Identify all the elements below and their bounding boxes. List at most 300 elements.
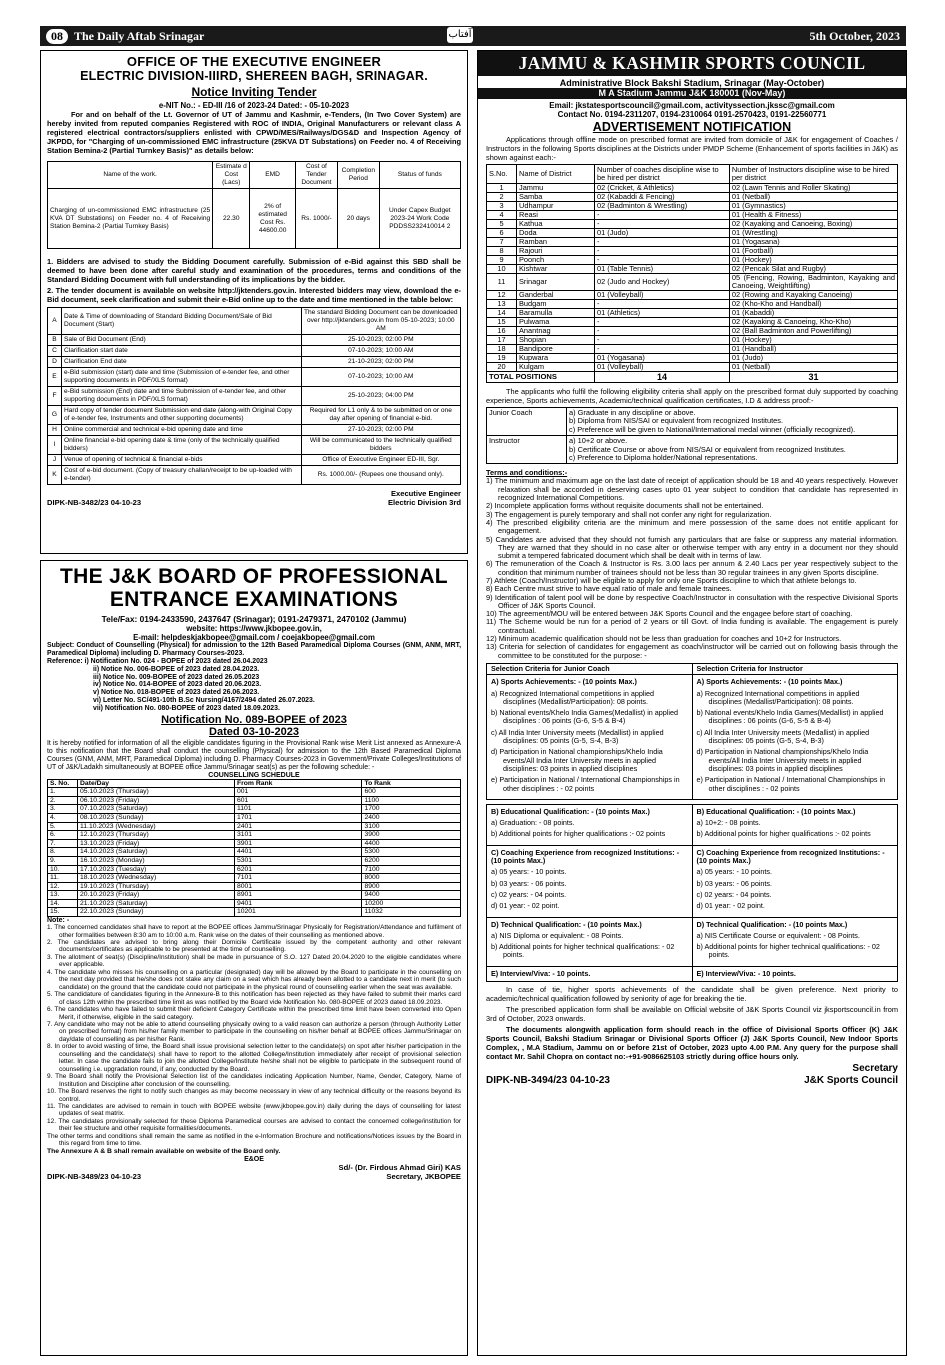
criteria-line: b) Additional points for higher technical qualifications: - 02 points.: [696, 942, 880, 960]
bopee-intro: It is hereby notified for information of all the eligible candidates figuring in the Provisional Rank wise Merit List annexed as Annexure-A to this notification that the Board shall conduct the counselling (Physical) for admission to the 12th Based Paramedical Diploma Courses (GNM, ANM, MRT, Paramedical Diploma) including D. Pharmacy Courses-2023 in Government/Private Colleges/Institutions of UT of J&K/Ladakh simultaneously at BOPEE office Jammu/Srinagar seat(s) as per the following schedule: -: [47, 739, 461, 771]
district-cell: 01 (Health & Fitness): [729, 211, 897, 220]
schedule-cell: D: [48, 357, 62, 368]
criteria-line: b) National events/Khelo India Games(Medallist) in applied disciplines : 06 points (G-6, S-5 & B-4): [696, 708, 884, 726]
district-cell: Kupwara: [517, 354, 595, 363]
criteria-line: e) Participation in National / International Championships in other disciplines : - 02 points: [491, 775, 680, 793]
sched-row: [48, 848, 461, 857]
district-cell: 01 (Hockey): [729, 256, 897, 265]
term-item: 6) The remuneration of the Coach & Instructor is Rs. 3.00 lacs per annum & 2.40 Lacs per year respectively subject to the condition that minimum number of trainees should not be less than 30 regular trainees in any given Sports discipline.: [486, 559, 898, 577]
sched-cell: 2401: [234, 822, 362, 831]
district-cell: Srinagar: [517, 274, 595, 291]
bopee-annex: The Annexure A & B shall remain available on website of the Board only.: [47, 1147, 281, 1155]
schedule-cell: K: [48, 466, 62, 485]
schedule-cell: Online commercial and technical e-bid opening date and time: [62, 425, 302, 436]
sched-head-cell: S. No.: [48, 779, 78, 788]
note-item: 3. The allotment of seat(s) (Discipline/Institution) shall be made in pursuance of S.O. 127 Dated 20.04.2020 to the eligible candidates where ever applicable.: [47, 953, 461, 969]
district-row: [487, 345, 898, 354]
criteria-line: c) 02 years: - 04 points.: [696, 889, 772, 899]
notice1-title1: OFFICE OF THE EXECUTIVE ENGINEER: [126, 54, 382, 69]
district-cell: Pulwama: [517, 318, 595, 327]
elig-line: b) Certificate Course or above from NIS/SAI or equivalent from recognized Institutes.: [569, 444, 846, 454]
schedule-cell: Office of Executive Engineer ED-III, Sgr.: [301, 455, 460, 466]
bopee-subject: Subject: Conduct of Counselling (Physical) for admission to the 12th Based Paramedical Diploma Courses (GNM, ANM, MRT, Paramedical Diploma) including D. Pharmacy Courses-2023.: [47, 642, 461, 657]
district-cell: 01 (Football): [729, 247, 897, 256]
counselling-table: [47, 779, 461, 918]
sched-cell: 8901: [234, 891, 362, 900]
sched-cell: 13.: [48, 891, 78, 900]
work-th: EMD: [250, 162, 296, 189]
schedule-row: [48, 466, 461, 485]
reference-item: v) Notice No. 018-BOPEE of 2023 dated 26.06.2023.: [93, 689, 260, 697]
district-cell: -: [595, 300, 730, 309]
schedule-row: [48, 335, 461, 346]
district-cell: 01 (Yogasana): [729, 238, 897, 247]
note-item: 8. In order to avoid wasting of time, the Board shall issue provisional selection letter to the candidate(s) on spot after his/her participation in the counselling and the candidate(s) shall have to report to the allotted College/Institution immediately after receipt of provisional selection letter. In case the candidate fails to join the allotted College/Institute he/she shall not be eligible to participate in the subsequent round of counselling i.e. upgradation round, if any, conducted by the Board.: [47, 1043, 461, 1073]
critB-title-coach: B) Educational Qualification: - (10 points Max.): [491, 806, 650, 816]
sched-cell: 6200: [362, 856, 461, 865]
schedule-cell: 07-10-2023; 10:00 AM: [301, 368, 460, 387]
district-cell: Anantnag: [517, 327, 595, 336]
criteria-line: a) 05 years: - 10 points.: [491, 867, 567, 877]
district-cell: Poonch: [517, 256, 595, 265]
district-cell: Doda: [517, 229, 595, 238]
sports-sig2: J&K Sports Council: [804, 1074, 898, 1086]
sched-cell: 10201: [234, 908, 362, 917]
district-cell: Ganderbal: [517, 291, 595, 300]
district-cell: Kulgam: [517, 363, 595, 372]
schedule-cell: J: [48, 455, 62, 466]
sched-cell: 3101: [234, 831, 362, 840]
criteria-line: a) Recognized International competitions in applied disciplines (Medallist/Participation): 08 points.: [696, 688, 860, 706]
bopee-tel: Tele/Fax: 0194-2433590, 2437647 (Srinagar); 0191-2479371, 2470102 (Jammu): [101, 614, 407, 624]
sched-cell: 7100: [362, 865, 461, 874]
district-cell: 02 (Kho-Kho and Handball): [729, 300, 897, 309]
criteria-line: a) Recognized International competitions in applied disciplines (Medallist/Participation): 08 points.: [491, 688, 655, 706]
schedule-cell: I: [48, 436, 62, 455]
district-row: [487, 247, 898, 256]
schedule-cell: Venue of opening of technical & financial e-bids: [62, 455, 302, 466]
district-row: [487, 256, 898, 265]
criteria-line: a) NIS Certificate Course or equivalent: - 08 Points.: [696, 930, 860, 940]
district-cell: 2: [487, 193, 517, 202]
schedule-cell: 27-10-2023; 02:00 PM: [301, 425, 460, 436]
schedule-cell: 25-10-2023; 02:00 PM: [301, 335, 460, 346]
sched-cell: 3.: [48, 805, 78, 814]
sched-row: [48, 908, 461, 917]
district-row: [487, 363, 898, 372]
district-cell: -: [595, 220, 730, 229]
district-cell: Kishtwar: [517, 265, 595, 274]
dist-head-cell: Number of coaches discipline wise to be hired per district: [595, 165, 730, 184]
district-cell: 01 (Netball): [729, 193, 897, 202]
schedule-row: [48, 308, 461, 335]
sched-cell: 8900: [362, 882, 461, 891]
criteria-line: c) 02 years: - 04 points.: [491, 889, 567, 899]
elig-role: Junior Coach: [487, 408, 567, 436]
sched-cell: 15.: [48, 908, 78, 917]
note-item: 12. The candidates provisionally selected for these Diploma Paramedical courses are advised to contact the concerned college/institution for their fee structure and other requisite formalities/documents.: [47, 1117, 461, 1133]
elig-row: [487, 436, 898, 464]
sched-cell: 1701: [234, 813, 362, 822]
sched-cell: 7.: [48, 839, 78, 848]
term-item: 5) Candidates are advised that they should not furnish any particulars that are false or suppress any material information. They are warned that they should in no case alter or otherwise temper with any entry in a document nor they should submit a tempered fabricated document which shall be dealt with in terms of law.: [486, 534, 898, 561]
criteria-line: d) Participation in National championships/Khelo India events/All India Inter University meets in applied disciplines: 03 points in applied disciplines: [696, 747, 869, 773]
elig-line: a) 10+2 or above.: [569, 436, 628, 446]
district-row: [487, 202, 898, 211]
term-item: 2) Incomplete application forms without requisite documents shall not be entertained.: [486, 501, 764, 511]
sched-cell: 601: [234, 796, 362, 805]
note-item: 7. Any candidate who may not be able to attend counselling physically owing to a valid reason can authorize a person (through Authority Letter on prescribed format) from his/her family member to participate in the counselling on his/her behalf at BOPEE offices Jammu/Srinagar on day/date of counselling as per his/her Rank.: [47, 1020, 461, 1043]
schedule-cell: 07-10-2023; 10:00 AM: [301, 346, 460, 357]
critC-title-inst: C) Coaching Experience from recognized Institutions: - (10 points Max.): [696, 847, 885, 866]
schedule-cell: F: [48, 387, 62, 406]
criteria-table-a: [486, 663, 898, 800]
sched-cell: 001: [234, 788, 362, 797]
sched-row: [48, 839, 461, 848]
sched-cell: 10200: [362, 899, 461, 908]
critD-title-coach: D) Technical Qualification: - (10 points Max.): [491, 919, 642, 929]
schedule-cell: Date & Time of downloading of Standard Bidding Document/Sale of Bid Document (Start): [62, 308, 302, 335]
sched-cell: 8.: [48, 848, 78, 857]
district-cell: Kathua: [517, 220, 595, 229]
sched-cell: 5301: [234, 856, 362, 865]
term-item: 10) The agreement/MOU will be entered between J&K Sports Council and the engagee before start of coaching.: [486, 609, 853, 619]
schedule-cell: B: [48, 335, 62, 346]
note-item: 6. The candidates who have failed to submit their deficient Category Certificate within the prescribed time limit have been converted into Open Merit, if otherwise, eligible in the said category.: [47, 1006, 461, 1021]
schedule-row: [48, 425, 461, 436]
sports-form: The prescribed application form shall be available on Official website of J&K Sports Council viz jksportscouncil.in from 3rd of October, 2023 onwards.: [486, 1004, 898, 1023]
critE-coach: E) Interview/Viva: - 10 points.: [487, 966, 693, 981]
district-cell: 01 (Judo): [729, 354, 897, 363]
total-instructors: 31: [729, 372, 897, 383]
schedule-cell: Clarification start date: [62, 346, 302, 357]
district-cell: 17: [487, 336, 517, 345]
sched-cell: 07.10.2023 (Saturday): [78, 805, 235, 814]
district-cell: 01 (Handball): [729, 345, 897, 354]
reference-item: Reference: i) Notification No. 024 - BOPEE of 2023 dated 26.04.2023: [47, 658, 268, 665]
criteria-line: a) 10+2: - 08 points.: [696, 818, 761, 828]
district-cell: Udhampur: [517, 202, 595, 211]
bid-schedule-table: [47, 307, 461, 485]
district-cell: 05 (Fencing, Rowing, Badminton, Kayaking and Canoeing, Weightlifting): [729, 274, 897, 291]
issue-date: 5th October, 2023: [809, 28, 900, 43]
sched-row: [48, 891, 461, 900]
work-td: Rs. 1000/-: [295, 189, 337, 249]
district-cell: -: [595, 318, 730, 327]
sched-head-cell: Date/Day: [78, 779, 235, 788]
sched-row: [48, 856, 461, 865]
district-cell: -: [595, 211, 730, 220]
sched-cell: 14.10.2023 (Saturday): [78, 848, 235, 857]
bopee-note: Note: -: [47, 917, 70, 925]
district-cell: 01 (Netball): [729, 363, 897, 372]
schedule-cell: Will be communicated to the technically qualified bidders: [301, 436, 460, 455]
sched-cell: 2.: [48, 796, 78, 805]
sched-cell: 1.: [48, 788, 78, 797]
schedule-row: [48, 357, 461, 368]
district-row: [487, 274, 898, 291]
district-cell: Budgam: [517, 300, 595, 309]
term-item: 12) Minimum academic qualification should not be less than graduation for coaches and 10+2 for Instructors.: [486, 634, 842, 644]
district-row: [487, 184, 898, 193]
sports-elig-intro: The applicants who fulfil the following eligibility criteria shall apply on the prescribed format duly supported by coaching experience, Sports achievements, Academic/technical qualification certificates, I.D & address proof:-: [486, 387, 898, 405]
sched-head-cell: From Rank: [234, 779, 362, 788]
notice1-subtitle: Notice Inviting Tender: [191, 85, 317, 99]
district-cell: 01 (Volleyball): [595, 291, 730, 300]
sched-cell: 600: [362, 788, 461, 797]
sched-cell: 2400: [362, 813, 461, 822]
criteria-line: c) All India Inter University meets (Medallist) in applied disciplines: 05 points (G-5, S-4, B-3): [491, 727, 664, 746]
district-cell: 20: [487, 363, 517, 372]
schedule-row: [48, 406, 461, 425]
sched-cell: 10.: [48, 865, 78, 874]
reference-item: ii) Notice No. 006-BOPEE of 2023 dated 28.04.2023.: [93, 665, 260, 673]
elig-line: b) Diploma from NIS/SAI or equivalent from recognized Institutes.: [569, 416, 784, 426]
notice1-sig2: Electric Division 3rd: [387, 498, 461, 507]
elig-criteria: [567, 408, 898, 436]
sched-row: [48, 831, 461, 840]
elig-line: c) Preference to Diploma holder/National representations.: [569, 453, 758, 463]
district-row: [487, 220, 898, 229]
term-item: 8) Each Centre must strive to have equal ratio of male and female trainees.: [486, 584, 732, 594]
district-cell: Ramban: [517, 238, 595, 247]
district-cell: 01 (Athletics): [595, 309, 730, 318]
terms-list: [486, 477, 898, 660]
bopee-sig1: Sd/- (Dr. Firdous Ahmad Giri) KAS: [338, 1162, 461, 1172]
schedule-row: [48, 436, 461, 455]
district-cell: 02 (Pencak Silat and Rugby): [729, 265, 897, 274]
note-item: 10. The Board reserves the right to notify such changes as may become necessary in view of any technical difficulty or the reasons beyond its control.: [47, 1088, 461, 1103]
district-table: [486, 164, 898, 383]
reference-item: vii) Notification No. 080-BOPEE of 2023 dated 18.09.2023.: [93, 704, 280, 712]
counselling-title: COUNSELLING SCHEDULE: [208, 771, 300, 779]
sports-tie: In case of tie, higher sports achievements of the candidate shall be given preference. Next priority to academic/technical qualification followed by seniority of age for breaking the tie.: [486, 984, 898, 1003]
sched-head-row: [48, 779, 461, 788]
notice1-point2: 2. The tender document is available on website http://jktenders.gov.in. Interested bidders may view, download the e-Bid document, seek clarification and submit their e-Bid online up to the date and time mentioned in the table below:: [47, 286, 461, 304]
district-row: [487, 327, 898, 336]
sports-intro: Applications through offline mode on prescribed format are invited from domicile of J&K for engagement of Coaches / Instructors in the following Sports disciplines at the Districts under PMDP Scheme (Enhancement of sports facilities in J&K) as shown against each:-: [486, 135, 898, 162]
schedule-cell: C: [48, 346, 62, 357]
schedule-cell: The standard Bidding Document can be downloaded over http://jktenders.gov.in from 05-10-2023; 10:00 AM: [301, 308, 460, 335]
district-row: [487, 238, 898, 247]
notice1-intro: For and on behalf of the Lt. Governor of UT of Jammu and Kashmir, e-Tenders, (In Two Cover System) are hereby invited from reputed companies Registered with ROC of INDIA, Original Manufacturers or relevant class A registered electrical contractors/suppliers enlisted with CPWD/MES/Railways/DGS&D and Inspection Agency of JKPDD, for "Charging of un-commissioned EMC infrastructure (25KVA DT Substations) on Feeder no. 4 of Receiving Station Bemina-2 (Partial Turnkey Basis)" as details below:: [47, 110, 461, 155]
sched-cell: 11032: [362, 908, 461, 917]
sched-cell: 3900: [362, 831, 461, 840]
term-item: 9) Identification of talent pool will be done by respective Coach/Instructor in consultation with the respective Divisional Sports Officer of J&K Sports Council.: [486, 592, 898, 610]
criteria-line: a) Graduation: - 08 points.: [491, 818, 575, 828]
work-th: Cost of Tender Document: [295, 162, 337, 189]
schedule-cell: e-Bid submission (start) date and time (Submission of e-tender fee, and other supporting documents in PDF/XLS format): [62, 368, 302, 387]
sched-cell: 14.: [48, 899, 78, 908]
district-cell: Reasi: [517, 211, 595, 220]
sched-cell: 9401: [234, 899, 362, 908]
bopee-notice: [40, 560, 468, 1356]
notice1-point1: 1. Bidders are advised to study the Bidding Document carefully. Submission of e-Bid against this SBD shall be deemed to have been done after careful study and examination of the procedures, terms and conditions of the Standard Bidding Document with full understanding of its implications by the bidder.: [47, 257, 461, 284]
district-cell: -: [595, 256, 730, 265]
criteria-line: d) Participation in National championships/Khelo India events/All India Inter University meets in applied disciplines: 03 points in applied disciplines: [491, 747, 663, 773]
sports-sig1: Secretary: [852, 1062, 898, 1074]
district-cell: 16: [487, 327, 517, 336]
district-cell: 15: [487, 318, 517, 327]
district-cell: 02 (Judo and Hockey): [595, 274, 730, 291]
district-cell: 01 (Wrestling): [729, 229, 897, 238]
note-item: 9. The Board shall notify the Provisional Selection list of the candidates indicating Application Number, Name, Gender, Category, Name of Institution and Discipline after conclusion of the counselling.: [47, 1073, 461, 1088]
critB-title-inst: B) Educational Qualification: - (10 points Max.): [696, 806, 856, 816]
note-item: 11. The candidates are advised to remain in touch with BOPEE website (www.jkbopee.gov.in) daily during the days of counselling for latest updates of seat matrix.: [47, 1102, 461, 1118]
sched-cell: 4400: [362, 839, 461, 848]
work-table: [47, 161, 461, 249]
district-cell: -: [595, 238, 730, 247]
elig-row: [487, 408, 898, 436]
sched-row: [48, 822, 461, 831]
notice2-title2: ENTRANCE EXAMINATIONS: [109, 588, 399, 611]
sched-cell: 5.: [48, 822, 78, 831]
criteria-line: c) All India Inter University meets (Medallist) in applied disciplines: 05 points (G-5, S-4, B-3): [696, 727, 870, 746]
dist-head-cell: Number of Instructors discipline wise to be hired per district: [729, 165, 897, 184]
term-item: 11) The Scheme would be run for a period of 2 years or till Govt. of India funding is available. The engagement is purely contractual.: [486, 617, 898, 635]
criteria-line: d) 01 year: - 02 point.: [491, 901, 560, 911]
work-td: 22.30: [213, 189, 250, 249]
sched-cell: 06.10.2023 (Friday): [78, 796, 235, 805]
schedule-cell: Online financial e-bid opening date & time (only of the technically qualified bidders): [62, 436, 302, 455]
district-cell: 01 (Volleyball): [595, 363, 730, 372]
work-td: 2% of estimated Cost Rs. 44600.00: [250, 189, 296, 249]
sched-cell: 16.10.2023 (Monday): [78, 856, 235, 865]
sports-adtitle: ADVERTISEMENT NOTIFICATION: [592, 120, 792, 134]
district-cell: 12: [487, 291, 517, 300]
sched-cell: 4401: [234, 848, 362, 857]
critE-inst: E) Interview/Viva: - 10 points.: [692, 966, 898, 981]
sched-cell: 08.10.2023 (Sunday): [78, 813, 235, 822]
sched-row: [48, 805, 461, 814]
sports-email: Email: jkstatesportscouncil@gmail.com, activityssection.jkssc@gmail.com: [549, 101, 835, 110]
note-item: 4. The candidate who misses his counselling on a particular (designated) day will be allowed by the Board to participate in the counselling on the next day provided that he/she does not stake any claim on a seat which has already been allotted to a candidate next in merit (to such candidate) on the ground that the candidate could not participate in the physical round of counselling earlier when the seat was available.: [47, 968, 461, 991]
sched-cell: 19.10.2023 (Thursday): [78, 882, 235, 891]
schedule-cell: 25-10-2023; 04:00 PM: [301, 387, 460, 406]
total-row: [487, 372, 898, 383]
district-cell: 02 (Lawn Tennis and Roller Skating): [729, 184, 897, 193]
sched-cell: 9.: [48, 856, 78, 865]
critA-title-coach: A) Sports Achievements: - (10 points Max.): [491, 677, 637, 687]
critC-title-coach: C) Coaching Experience from recognized Institutions: - (10 points Max.): [491, 847, 680, 866]
district-cell: 6: [487, 229, 517, 238]
district-cell: 02 (Kayaking and Canoeing, Boxing): [729, 220, 897, 229]
district-row: [487, 354, 898, 363]
elig-criteria: [567, 436, 898, 464]
note-item: 5. The candidature of candidates figuring in the Annexure-B to this notification has been rejected as they have failed to submit their marks card of class 12th within the prescribed time limit as was notified by the Board vide Notification No. 080-BOPEE of 2023 dated 18.09.2023.: [47, 991, 461, 1006]
schedule-cell: Sale of Bid Document (End): [62, 335, 302, 346]
notice2-title1: THE J&K BOARD OF PROFESSIONAL: [60, 565, 448, 588]
district-cell: 18: [487, 345, 517, 354]
schedule-row: [48, 368, 461, 387]
criteria-table-b: [486, 804, 898, 982]
term-item: 3) The engagement is purely temporary and shall not confer any right for regularization.: [486, 509, 772, 519]
district-cell: 19: [487, 354, 517, 363]
district-cell: 01 (Kabaddi): [729, 309, 897, 318]
schedule-cell: Required for L1 only & to be submitted on or one day after opening of financial e-bid.: [301, 406, 460, 425]
district-cell: -: [595, 247, 730, 256]
sched-cell: 05.10.2023 (Thursday): [78, 788, 235, 797]
criteria-line: b) Additional points for higher qualifications :- 02 points: [696, 829, 871, 839]
district-cell: 02 (Kayaking & Canoeing, Kho-Kho): [729, 318, 897, 327]
sched-cell: 21.10.2023 (Saturday): [78, 899, 235, 908]
district-cell: Shopian: [517, 336, 595, 345]
page-number: 08: [46, 29, 68, 44]
district-cell: 7: [487, 238, 517, 247]
district-cell: 01 (Yogasana): [595, 354, 730, 363]
criteria-line: b) National events/Khelo India Games(Medallist) in applied disciplines : 06 points (G-6, S-5 & B-4): [491, 708, 678, 726]
bopee-notes: [47, 924, 461, 1148]
district-cell: 8: [487, 247, 517, 256]
district-cell: 02 (Ball Badminton and Powerlifting): [729, 327, 897, 336]
criteria-line: b) Additional points for higher qualifications :- 02 points: [491, 829, 666, 839]
schedule-row: [48, 455, 461, 466]
paper-logo: آفتاب: [447, 27, 473, 43]
sched-row: [48, 813, 461, 822]
criteria-line: b) 03 years: - 06 points.: [491, 878, 567, 888]
district-cell: 11: [487, 274, 517, 291]
critA-title-inst: A) Sports Achievements: - (10 points Max.): [696, 677, 843, 687]
sched-cell: 1101: [234, 805, 362, 814]
sched-cell: 5300: [362, 848, 461, 857]
district-cell: Jammu: [517, 184, 595, 193]
work-td: Under Capex Budget 2023-24 Work Code PDDSS232410014 2: [379, 189, 460, 249]
total-coaches: 14: [595, 372, 730, 383]
bopee-email: E-mail: helpdeskjakbopee@gmail.com / coejakbopee@gmail.com: [133, 633, 375, 642]
sports-submit: The documents alongwith application form should reach in the office of Divisional Sports Officer (K) J&K Sports Council, Bakshi Stadium Srinagar or Divisional Sports Officer (J) J&K Sports Council, New Indoor Sports Complex, , M.A Stadium, Jammu on or before 21st of October, 2023 upto 4.00 P.M. Any query for the purpose shall contact Mr. Sahil Chopra on contact no:-+91-9086625103 strictly during office hours only.: [486, 1024, 898, 1061]
sched-cell: 3901: [234, 839, 362, 848]
newspaper-header: [40, 26, 906, 46]
total-label: TOTAL POSITIONS: [487, 372, 595, 383]
term-item: 1) The minimum and maximum age on the last date of receipt of application should be 18 and 40 years respectively. However relaxation shall be accorded in deserving cases upto 01 year subject to condition that candidate has represented in recognized International Competitions.: [486, 476, 898, 503]
schedule-cell: A: [48, 308, 62, 335]
sched-cell: 1700: [362, 805, 461, 814]
schedule-cell: Rs. 1000.00/- (Rupees one thousand only).: [301, 466, 460, 485]
terms-title: Terms and conditions:-: [486, 468, 568, 478]
criteria-line: d) 01 year: - 02 point.: [696, 901, 765, 911]
notice1-sig1: Executive Engineer: [390, 489, 461, 498]
schedule-cell: H: [48, 425, 62, 436]
criteria-line: a) NIS Diploma or equivalent: - 08 Points.: [491, 930, 624, 940]
sched-row: [48, 882, 461, 891]
sched-cell: 13.10.2023 (Friday): [78, 839, 235, 848]
sched-cell: 3100: [362, 822, 461, 831]
schedule-cell: Clarification End date: [62, 357, 302, 368]
enit-number: e-NIT No.: - ED-III /16 of 2023-24 Dated: - 05-10-2023: [158, 101, 350, 110]
term-item: 7) Athlete (Coach/Instructor) will be eligible to apply for only one Sports discipline to which that athlete belongs to.: [486, 576, 857, 585]
sports-contact: Contact No. 0194-2311207, 0194-2310064 0191-2570423, 0191-22560771: [557, 110, 827, 119]
district-cell: -: [595, 345, 730, 354]
schedule-cell: E: [48, 368, 62, 387]
district-cell: 5: [487, 220, 517, 229]
paper-name: The Daily Aftab Srinagar: [74, 28, 205, 43]
district-cell: Bandipore: [517, 345, 595, 354]
schedule-row: [48, 387, 461, 406]
sched-row: [48, 788, 461, 797]
sched-cell: 22.10.2023 (Sunday): [78, 908, 235, 917]
sched-row: [48, 899, 461, 908]
dist-head-cell: S.No.: [487, 165, 517, 184]
work-th: Completion Period: [338, 162, 380, 189]
district-cell: Samba: [517, 193, 595, 202]
work-th: Status of funds: [379, 162, 460, 189]
sports-dipk: DIPK-NB-3494/23 04-10-23: [486, 1074, 610, 1086]
criteria-line: b) Additional points for higher technical qualifications: - 02 points.: [491, 942, 675, 960]
bopee-dipk: DIPK-NB-3489/23 04-10-23: [47, 1171, 142, 1181]
district-cell: 4: [487, 211, 517, 220]
schedule-cell: G: [48, 406, 62, 425]
elig-line: a) Graduate in any discipline or above.: [569, 408, 696, 417]
